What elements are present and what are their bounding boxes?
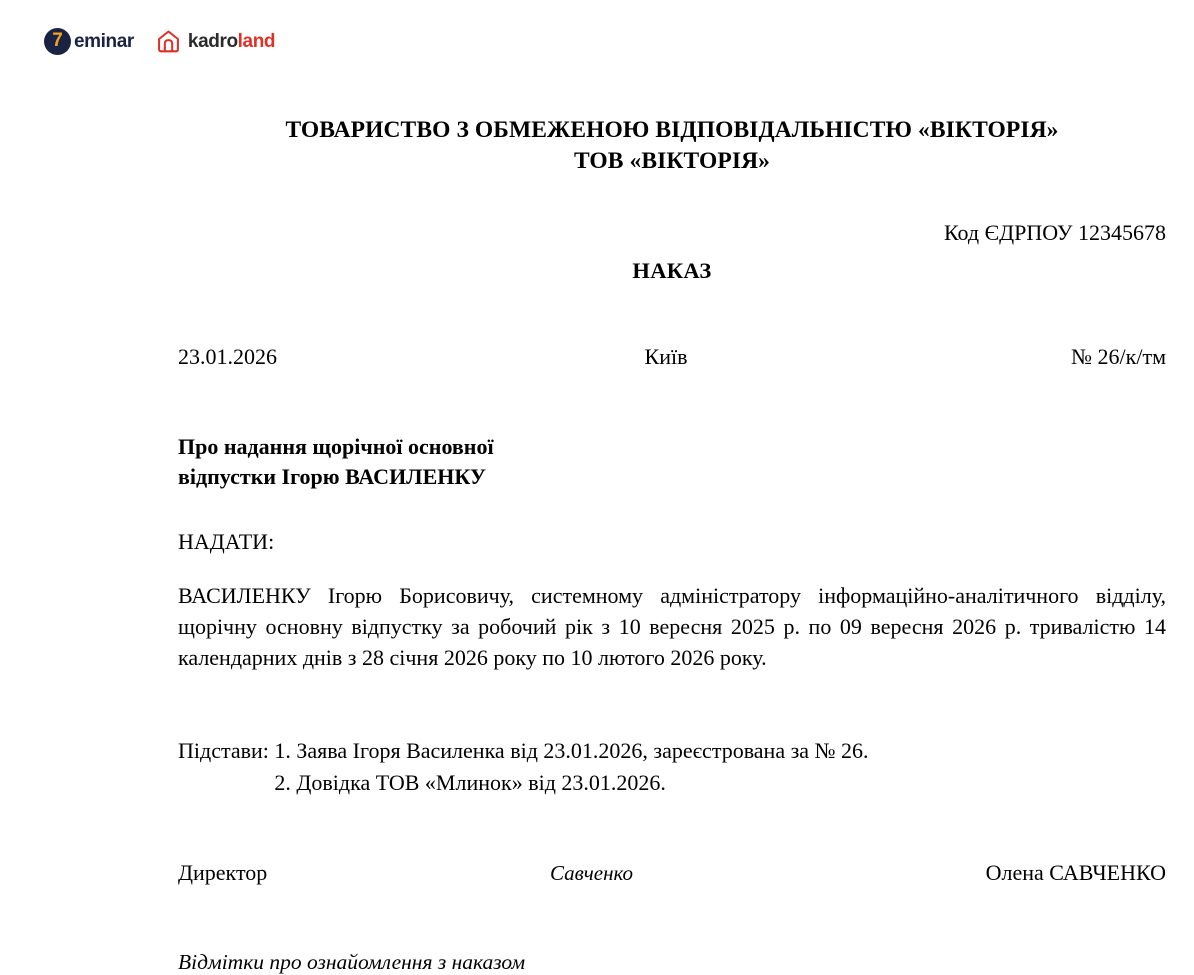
signatory-role: Директор [178, 859, 268, 885]
grounds-item: 1. Заява Ігоря Василенка від 23.01.2026, зареєстрована за № 26. [274, 738, 869, 764]
document-number: № 26/к/тм [1071, 344, 1166, 370]
kadroland-word-accent: land [237, 30, 276, 52]
organization-title-line2: ТОВ «ВІКТОРІЯ» [573, 147, 771, 174]
order-subject [178, 432, 598, 491]
order-body-text: ВАСИЛЕНКУ Ігорю Борисовичу, системному адміністратору інформаційно-аналітичного відділу, щорічну основну відпустку за робочий рік з 10 вересня 2025 р. по 09 вересня 2026 р. тривалістю 14 календарних днів з 28 січня 2026 року по 10 лютого 2026 року. [178, 583, 1166, 670]
signature-block [178, 860, 1166, 886]
document-city: Київ [644, 344, 688, 370]
grounds-section [178, 735, 1166, 797]
signatory-name: Олена САВЧЕНКО [985, 859, 1166, 885]
kadroland-word-dark: kadro [187, 30, 238, 52]
directive-keyword: НАДАТИ: [178, 529, 275, 555]
order-subject-line1: Про надання щорічної основної [178, 434, 494, 460]
edrpou-code: Код ЄДРПОУ 12345678 [943, 220, 1166, 246]
seminar-wordmark: eminar [74, 30, 134, 52]
seminar-logo[interactable] [44, 28, 134, 55]
grounds-list [274, 735, 868, 797]
order-subject-line2: відпустки Ігорю ВАСИЛЕНКУ [178, 463, 487, 489]
document-date: 23.01.2026 [178, 344, 277, 370]
signature-mark: Савченко [550, 860, 634, 885]
seven-glyph: 7 [52, 30, 63, 51]
acknowledgement-note: Відмітки про ознайомлення з наказом [178, 949, 526, 974]
document-meta-row [178, 344, 1166, 370]
organization-title [178, 115, 1166, 176]
grounds-item: 2. Довідка ТОВ «Млинок» від 23.01.2026. [274, 769, 666, 795]
document-type-heading: НАКАЗ [632, 258, 712, 284]
organization-title-line1: ТОВАРИСТВО З ОБМЕЖЕНОЮ ВІДПОВІДАЛЬНІСТЮ «ВІКТОРІЯ» [285, 117, 1059, 143]
order-document [178, 0, 1166, 975]
grounds-label: Підстави: [178, 738, 269, 764]
seven-circle-icon [44, 28, 71, 55]
